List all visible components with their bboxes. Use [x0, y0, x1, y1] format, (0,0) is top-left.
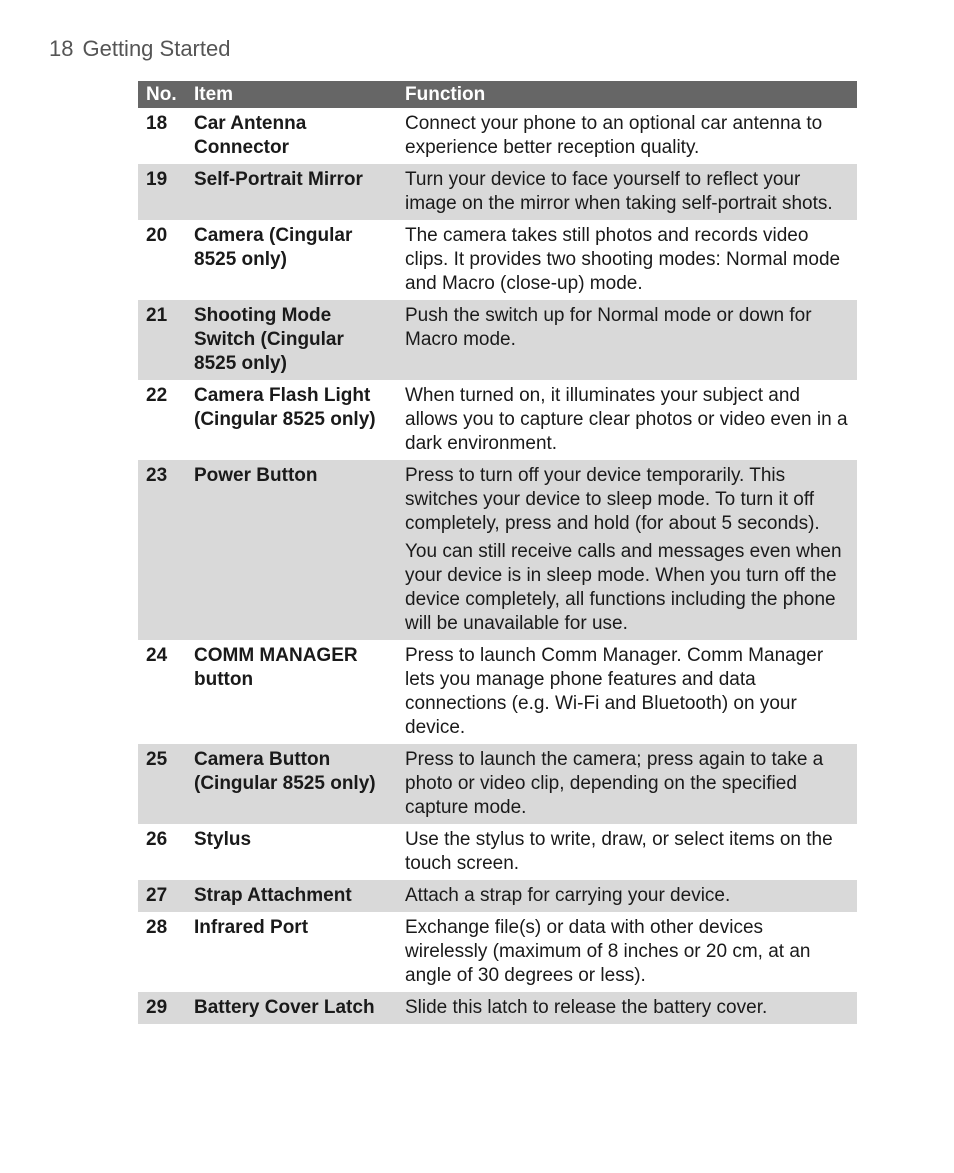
- function-paragraph: Push the switch up for Normal mode or down for Macro mode.: [405, 305, 812, 350]
- column-header-item: Item: [186, 81, 397, 108]
- cell-function: [397, 744, 857, 824]
- section-title: Getting Started: [82, 36, 231, 61]
- cell-function: [397, 912, 857, 992]
- cell-item: Camera (Cingular 8525 only): [194, 225, 353, 270]
- table-row: [138, 164, 857, 220]
- cell-number: 27: [138, 880, 186, 912]
- cell-item: Car Antenna Connector: [194, 113, 307, 158]
- table-row: [138, 992, 857, 1024]
- table-header-row: [138, 81, 857, 108]
- function-paragraph: The camera takes still photos and records video clips. It provides two shooting modes: Normal mode and Macro (close-up) mode.: [405, 225, 841, 294]
- function-paragraph: Press to launch the camera; press again to take a photo or video clip, depending on the specified capture mode.: [405, 749, 824, 818]
- cell-number: 20: [146, 225, 168, 246]
- cell-number: 26: [146, 829, 168, 850]
- function-paragraph: Exchange file(s) or data with other devices wirelessly (maximum of 8 inches or 20 cm, at an angle of 30 degrees or less).: [405, 917, 811, 986]
- cell-number: 21: [138, 300, 186, 380]
- table-row: [138, 744, 857, 824]
- table-row: [138, 640, 857, 744]
- cell-item: Camera Button (Cingular 8525 only): [186, 744, 397, 824]
- table-row: [138, 460, 857, 640]
- cell-number: 24: [146, 645, 168, 666]
- cell-item: Stylus: [194, 829, 252, 850]
- cell-function: [397, 300, 857, 380]
- table-row: [138, 880, 857, 912]
- function-paragraph: Turn your device to face yourself to reflect your image on the mirror when taking self-portrait shots.: [405, 169, 833, 214]
- cell-function: [397, 460, 857, 640]
- function-paragraph: You can still receive calls and messages even when your device is in sleep mode. When you turn off the device completely, all functions including the phone will be unavailable for use.: [405, 541, 842, 634]
- cell-function: [397, 164, 857, 220]
- function-paragraph: Press to turn off your device temporarily. This switches your device to sleep mode. To turn it off completely, press and hold (for about 5 seconds).: [405, 465, 820, 534]
- column-header-no: No.: [138, 81, 186, 108]
- cell-item: Camera Flash Light (Cingular 8525 only): [194, 385, 376, 430]
- cell-item: Shooting Mode Switch (Cingular 8525 only): [186, 300, 397, 380]
- table-row: [138, 912, 857, 992]
- cell-item: Infrared Port: [194, 917, 309, 938]
- cell-number: 18: [146, 113, 168, 134]
- cell-item: Power Button: [186, 460, 397, 640]
- table-row: [138, 300, 857, 380]
- cell-function: [397, 380, 857, 460]
- function-paragraph: Attach a strap for carrying your device.: [405, 885, 731, 906]
- cell-number: 19: [138, 164, 186, 220]
- cell-function: [397, 880, 857, 912]
- cell-function: [397, 992, 857, 1024]
- cell-item: Self-Portrait Mirror: [186, 164, 397, 220]
- cell-item: Battery Cover Latch: [186, 992, 397, 1024]
- table-body: [138, 108, 857, 1024]
- cell-number: 25: [138, 744, 186, 824]
- function-paragraph: Connect your phone to an optional car antenna to experience better reception quality.: [405, 113, 823, 158]
- cell-number: 28: [146, 917, 168, 938]
- column-header-function: Function: [397, 81, 857, 108]
- cell-number: 23: [138, 460, 186, 640]
- cell-function: [397, 108, 857, 164]
- function-paragraph: When turned on, it illuminates your subject and allows you to capture clear photos or video even in a dark environment.: [405, 385, 848, 454]
- cell-item: Strap Attachment: [186, 880, 397, 912]
- page-header: [49, 36, 230, 62]
- table-row: [138, 220, 857, 300]
- cell-item: COMM MANAGER button: [194, 645, 358, 690]
- table-row: [138, 824, 857, 880]
- function-paragraph: Use the stylus to write, draw, or select items on the touch screen.: [405, 829, 833, 874]
- cell-number: 22: [146, 385, 168, 406]
- items-table: [138, 81, 857, 1024]
- cell-function: [397, 824, 857, 880]
- table-row: [138, 108, 857, 164]
- cell-function: [397, 640, 857, 744]
- function-paragraph: Slide this latch to release the battery cover.: [405, 997, 768, 1018]
- page-number: 18: [49, 36, 74, 61]
- cell-number: 29: [138, 992, 186, 1024]
- function-paragraph: Press to launch Comm Manager. Comm Manager lets you manage phone features and data connections (e.g. Wi-Fi and Bluetooth) on your device.: [405, 645, 824, 738]
- cell-function: [397, 220, 857, 300]
- table-row: [138, 380, 857, 460]
